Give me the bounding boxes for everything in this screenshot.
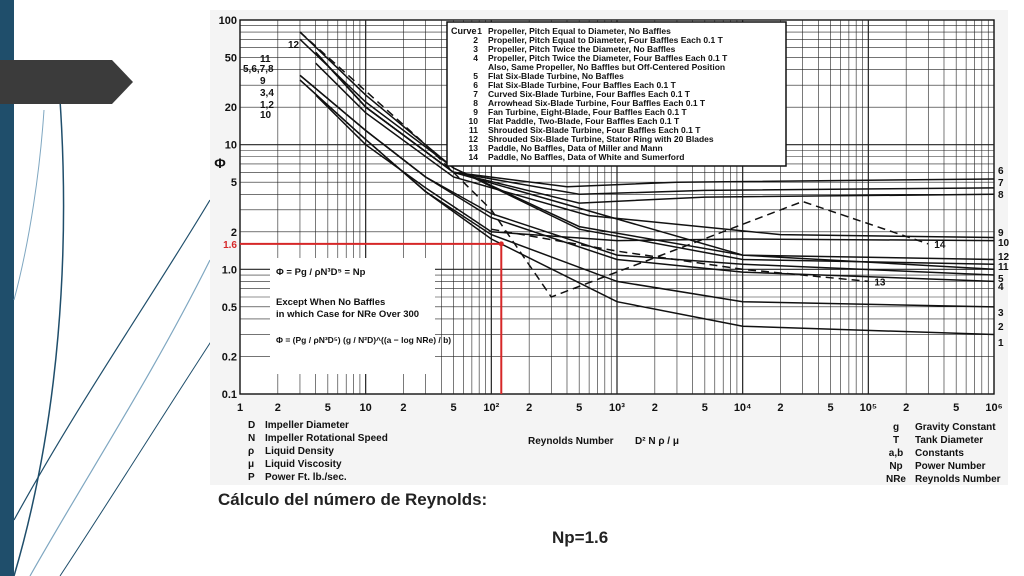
curve-start-label: 9 (260, 76, 266, 87)
y-tick-label: 50 (224, 52, 237, 65)
legend-id: 6 (473, 80, 478, 90)
symbol-key: N (248, 433, 256, 444)
symbol-key: P (248, 472, 255, 483)
formula-line2: Except When No Baffles (276, 297, 386, 308)
curve-end-label: 12 (998, 252, 1010, 263)
legend-text: Curved Six-Blade Turbine, Four Baffles Each 0.1 T (488, 89, 690, 99)
legend-id: 9 (473, 107, 478, 117)
x-tick-label: 5 (953, 402, 960, 414)
x-tick-label: 2 (274, 402, 281, 414)
x-tick-label: 2 (651, 402, 658, 414)
legend-text: Propeller, Pitch Twice the Diameter, No Baffles (488, 44, 676, 54)
curve-end-label: 3 (998, 308, 1004, 319)
legend-text: Shrouded Six-Blade Turbine, Four Baffles Each 0.1 T (488, 125, 701, 135)
x-tick-label: 10² (483, 402, 500, 414)
symbol-text: Liquid Density (265, 446, 334, 457)
symbol-text: Impeller Rotational Speed (265, 433, 388, 444)
symbol-text: Impeller Diameter (265, 420, 349, 431)
slide-caption: Cálculo del número de Reynolds: (218, 490, 488, 509)
x-tick-label: 5 (701, 402, 708, 414)
legend-text: Flat Six-Blade Turbine, No Baffles (488, 71, 624, 81)
curve-label-13: 13 (874, 277, 886, 289)
x-tick-label: 2 (526, 402, 533, 414)
chart-svg (210, 10, 1008, 485)
legend-text: Shrouded Six-Blade Turbine, Stator Ring with 20 Blades (488, 134, 714, 144)
legend-header: Curve (451, 26, 477, 36)
slide-arrow-icon (0, 60, 133, 104)
formula-line1: Φ = Pg / ρN³D⁵ = Np (276, 267, 366, 278)
curve-start-label: 3,4 (260, 88, 274, 99)
curve-end-label: 5 (998, 274, 1004, 285)
curve-end-label: 7 (998, 178, 1004, 189)
curve-start-label: 10 (260, 110, 272, 121)
x-tick-label: 5 (576, 402, 583, 414)
y-tick-label: 100 (218, 15, 237, 27)
legend-id: 4 (473, 53, 478, 63)
y-tick-label: 10 (224, 139, 237, 152)
legend-text: Propeller, Pitch Equal to Diameter, No Baffles (488, 26, 671, 36)
x-axis-formula: D² N ρ / μ (635, 436, 679, 447)
x-tick-label: 2 (400, 402, 407, 414)
x-tick-label: 2 (903, 402, 910, 414)
legend-text: Paddle, No Baffles, Data of Miller and Mann (488, 143, 663, 153)
curve-start-label: 1,2 (260, 100, 274, 111)
legend-id: 1 (477, 26, 482, 36)
legend-id: 5 (473, 71, 478, 81)
formula-line3: in which Case for NRe Over 300 (276, 309, 420, 320)
x-tick-label: 2 (777, 402, 784, 414)
legend-text: Propeller, Pitch Equal to Diameter, Four Baffles Each 0.1 T (488, 35, 723, 45)
x-tick-label: 1 (236, 402, 244, 414)
curve-start-label: 12 (288, 40, 300, 51)
curve-start-label: 5,6,7,8 (243, 64, 274, 75)
y-tick-label: 20 (224, 102, 237, 115)
legend-text: Fan Turbine, Eight-Blade, Four Baffles Each 0.1 T (488, 107, 687, 117)
legend-text: Flat Six-Blade Turbine, Four Baffles Each 0.1 T (488, 80, 676, 90)
legend-id: 11 (469, 125, 478, 135)
symbol-key: g (892, 422, 900, 433)
y-axis-symbol: Φ (214, 154, 226, 171)
x-axis-label: Reynolds Number (528, 436, 614, 447)
x-tick-label: 10⁵ (859, 402, 878, 414)
legend-text: Paddle, No Baffles, Data of White and Sumerford (488, 152, 685, 162)
x-tick-label: 10 (359, 402, 372, 414)
symbol-key: μ (248, 459, 255, 470)
legend-id: 12 (468, 134, 478, 144)
curve-end-label: 8 (998, 190, 1004, 201)
power-number-result: Np=1.6 (552, 528, 609, 547)
symbol-text: Power Number (915, 461, 986, 472)
symbol-text: Gravity Constant (915, 422, 996, 433)
y-tick-label: 0.2 (221, 351, 237, 364)
curve-end-label: 1 (998, 338, 1004, 349)
symbol-text: Reynolds Number (915, 474, 1001, 485)
curve-label-14: 14 (934, 239, 946, 251)
curve-end-label: 11 (998, 262, 1009, 273)
legend-id: 13 (468, 143, 478, 153)
power-number-chart (210, 10, 1008, 485)
legend-id: 7 (473, 89, 478, 99)
formula-line4: Φ = (Pg / ρN³D⁵) (g / N²D)^((a − log NRe) / b) (276, 335, 452, 345)
marker-point (499, 241, 504, 246)
x-tick-label: 10³ (609, 402, 625, 414)
curve-end-label: 6 (998, 166, 1004, 177)
x-tick-label: 5 (450, 402, 457, 414)
symbol-key: Np (889, 461, 903, 472)
legend-text: Arrowhead Six-Blade Turbine, Four Baffles Each 0.1 T (488, 98, 706, 108)
curve-end-label: 9 (998, 228, 1004, 239)
y-tick-label: 0.5 (221, 301, 237, 314)
x-tick-label: 10⁶ (985, 402, 1003, 414)
legend-text: Propeller, Pitch Twice the Diameter, Four Baffles Each 0.1 T (488, 53, 728, 63)
symbol-key: D (248, 420, 256, 431)
symbol-key: T (892, 435, 900, 446)
symbol-key: ρ (248, 446, 255, 457)
legend-id: 3 (473, 44, 478, 54)
x-tick-label: 10⁴ (733, 402, 752, 414)
y-tick-label: 5 (230, 177, 237, 190)
curve-end-label: 4 (998, 282, 1004, 293)
legend-text: Flat Paddle, Two-Blade, Four Baffles Each 0.1 T (488, 116, 680, 126)
curve-end-label: 10 (998, 238, 1010, 249)
y-tick-label: 2 (230, 226, 237, 239)
symbol-text: Constants (915, 448, 964, 459)
y-tick-label: 1.0 (221, 264, 237, 277)
y-tick-label: 0.1 (221, 389, 237, 401)
curve-end-label: 2 (998, 322, 1004, 333)
legend-id: 10 (468, 116, 478, 126)
x-tick-label: 5 (827, 402, 834, 414)
x-tick-label: 5 (324, 402, 331, 414)
legend-id: 14 (468, 152, 478, 162)
symbol-text: Liquid Viscosity (265, 459, 342, 470)
legend-text: Also, Same Propeller, No Baffles but Off-Centered Position (488, 62, 726, 72)
marker-label: 1.6 (223, 239, 237, 251)
legend-id: 2 (473, 35, 478, 45)
symbol-key: NRe (885, 474, 907, 485)
symbol-text: Power Ft. lb./sec. (265, 472, 347, 483)
symbol-key: a,b (888, 448, 904, 459)
legend-id: 8 (473, 98, 478, 108)
curve-start-label: 11 (260, 54, 271, 65)
symbol-text: Tank Diameter (915, 435, 984, 446)
